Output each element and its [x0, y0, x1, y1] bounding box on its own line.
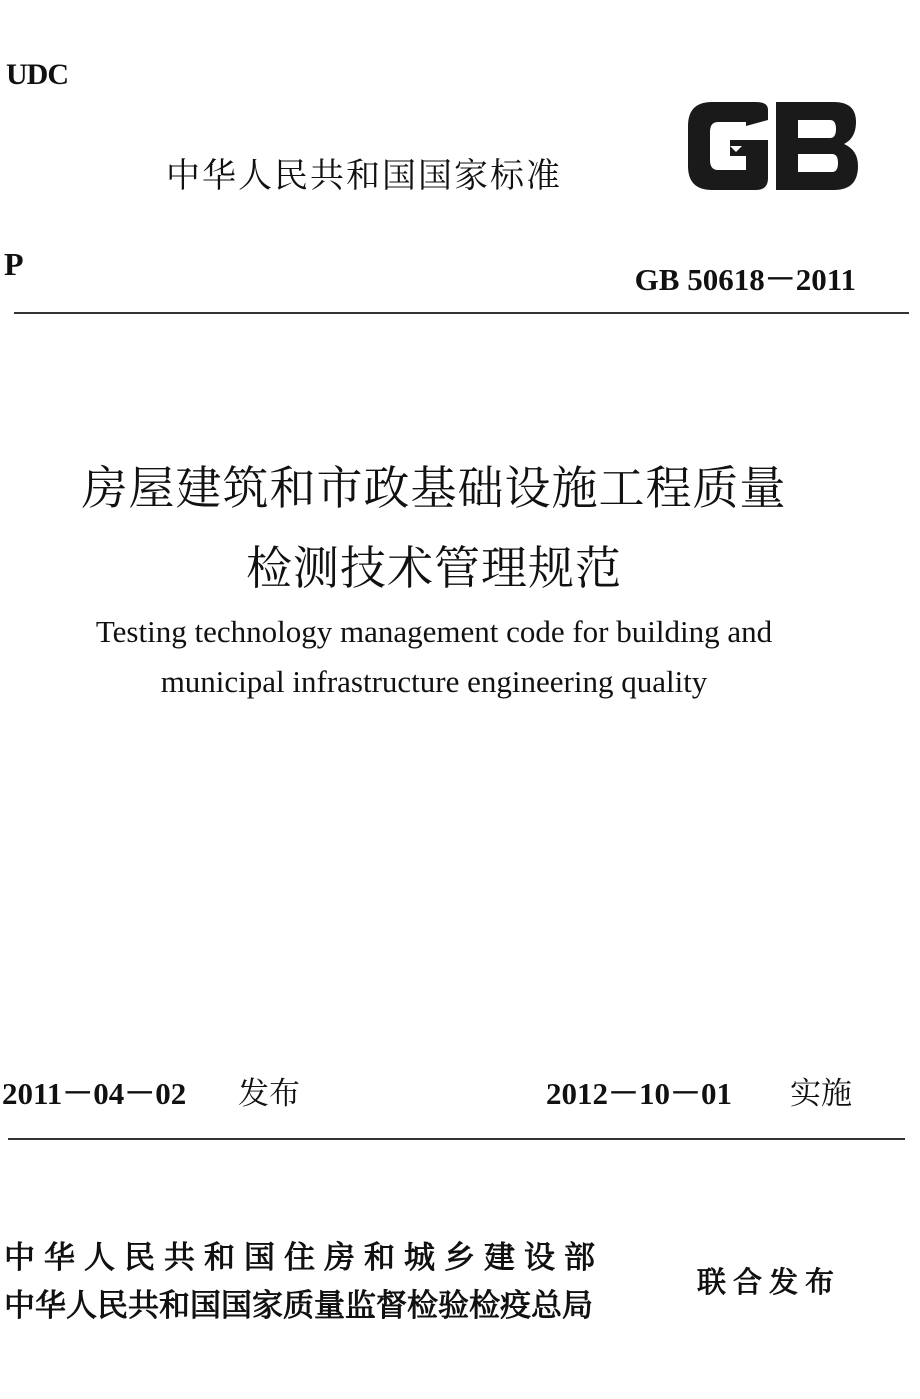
implementation-label: 实施: [790, 1076, 852, 1112]
gb-logo: [684, 100, 860, 192]
issue-date: 2011－04－02: [2, 1076, 187, 1111]
issue-label: 发布: [238, 1076, 300, 1112]
title-chinese-line-2: 检测技术管理规范: [246, 541, 622, 595]
joint-issue-label: 联合发布: [697, 1265, 842, 1299]
bottom-divider: [8, 1138, 905, 1140]
title-english-line-1: Testing technology management code for building and: [95, 614, 773, 649]
issuer-aqsiq: 中华人民共和国国家质量监督检验检疫总局: [4, 1288, 593, 1324]
classification-code: P: [4, 246, 24, 282]
udc-label: UDC: [6, 58, 68, 91]
title-chinese-line-1: 房屋建筑和市政基础设施工程质量: [81, 461, 787, 515]
issuer-ministry: 中华人民共和国住房和城乡建设部: [4, 1240, 604, 1276]
top-divider: [14, 312, 909, 314]
standard-code: GB 50618－2011: [634, 262, 856, 297]
gb-logo-b: [776, 102, 858, 190]
title-english-line-2: municipal infrastructure engineering quality: [160, 664, 708, 699]
gb-logo-g: [688, 102, 768, 190]
standard-name: 中华人民共和国国家标准: [166, 156, 562, 196]
implementation-date: 2012－10－01: [546, 1076, 732, 1111]
